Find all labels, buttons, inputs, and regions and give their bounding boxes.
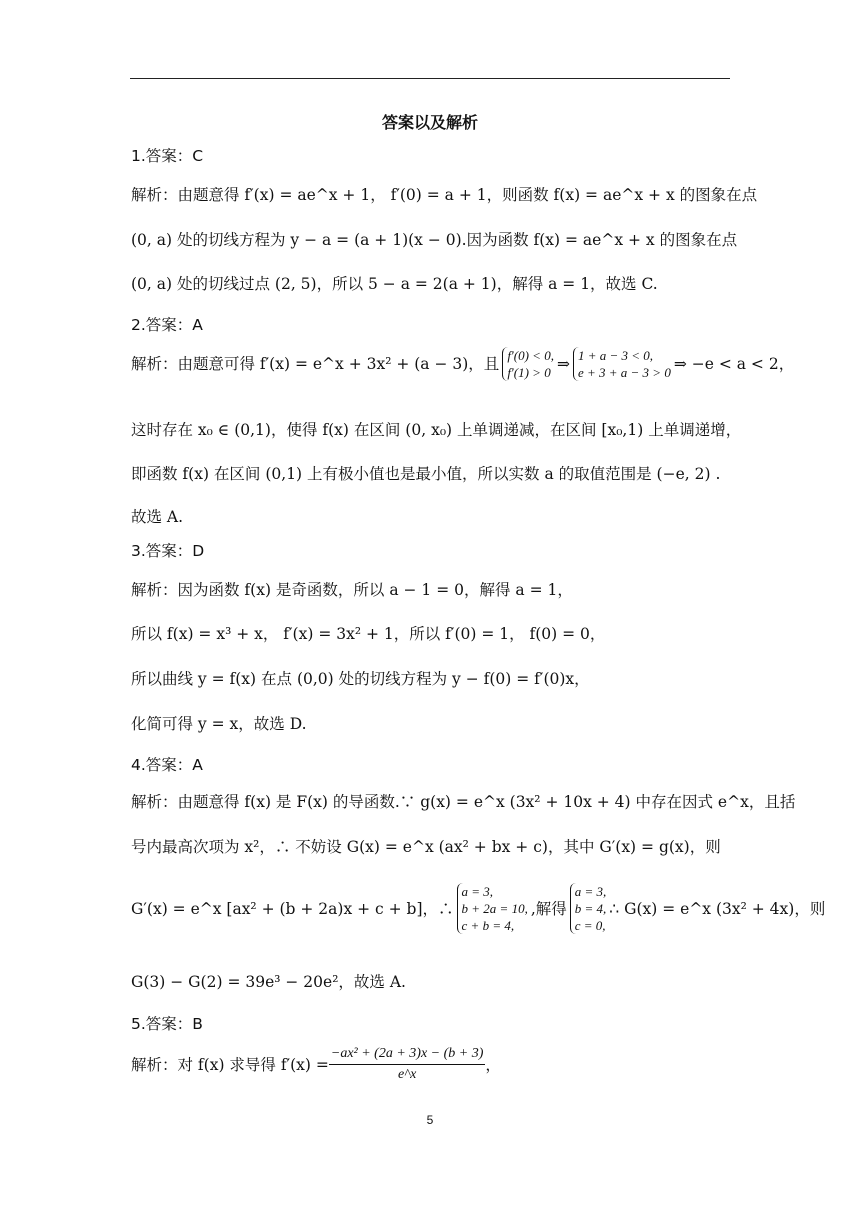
solution-4-line-1: 解析：由题意得 f(x) 是 F(x) 的导函数.∵ g(x) = e^x (3x² + 10x + 4) 中存在因式 e^x，且括 (131, 793, 796, 811)
solution-2-text: 解析：由题意可得 f′(x) = e^x + 3x² + (a − 3)，且 (131, 355, 500, 373)
system-row: f′(0) < 0, (507, 348, 554, 363)
system-row: e + 3 + a − 3 > 0 (577, 365, 671, 380)
solution-1-line-3: (0, a) 处的切线过点 (2, 5)，所以 5 − a = 2(a + 1)，解得 a = 1，故选 C. (131, 275, 658, 293)
answer-5-heading: 5.答案：B (131, 1015, 203, 1033)
fraction-numerator: −ax² + (2a + 3)x − (b + 3) (329, 1044, 486, 1065)
solution-1-line-1: 解析：由题意得 f′(x) = ae^x + 1， f′(0) = a + 1，则函数 f(x) = ae^x + x 的图象在点 (131, 186, 758, 204)
system-row: c + b = 4, (461, 918, 515, 933)
answer-4-heading: 4.答案：A (131, 756, 203, 774)
system-row: f′(1) > 0 (507, 365, 551, 380)
answer-3-heading: 3.答案：D (131, 542, 205, 560)
solution-5-line-1 (131, 1044, 501, 1085)
implies-symbol: ⇒ (556, 355, 570, 373)
inequality-system-2 (573, 347, 671, 381)
solution-4-line-2: 号内最高次项为 x²，∴ 不妨设 G(x) = e^x (ax² + bx + c)，其中 G′(x) = g(x)，则 (131, 838, 721, 856)
system-row: a = 3, (574, 884, 607, 899)
solution-4-result: ∴ G(x) = e^x (3x² + 4x)，则 (609, 899, 826, 918)
solution-2-line-1 (131, 347, 794, 381)
equation-system-1 (457, 883, 528, 934)
solve-label: ,解得 (530, 899, 567, 918)
system-row: c = 0, (574, 918, 606, 933)
solution-5-text: 解析：对 f(x) 求导得 f′(x) = (131, 1055, 329, 1074)
equation-system-2 (570, 883, 607, 934)
solution-3-line-3: 所以曲线 y = f(x) 在点 (0,0) 处的切线方程为 y − f(0) = f′(0)x， (131, 670, 590, 688)
solution-2-line-3: 即函数 f(x) 在区间 (0,1) 上有极小值也是最小值，所以实数 a 的取值范围是 (−e, 2) . (131, 465, 721, 483)
solution-3-line-4: 化简可得 y = x，故选 D. (131, 715, 307, 733)
solution-2-line-4: 故选 A. (131, 508, 184, 526)
system-row: b = 4, (574, 901, 607, 916)
trailing-comma: ， (485, 1055, 501, 1074)
header-rule (130, 78, 730, 79)
solution-2-result: ⇒ −e < a < 2， (673, 355, 795, 373)
solution-4-derivative: G′(x) = e^x [ax² + (b + 2a)x + c + b]，∴ (131, 899, 454, 918)
solution-1-line-2: (0, a) 处的切线方程为 y − a = (a + 1)(x − 0).因为函数 f(x) = ae^x + x 的图象在点 (131, 231, 738, 249)
derivative-fraction (329, 1044, 486, 1085)
solution-3-line-2: 所以 f(x) = x³ + x， f′(x) = 3x² + 1，所以 f′(0) = 1， f(0) = 0， (131, 625, 606, 643)
answer-1-heading: 1.答案：C (131, 147, 204, 165)
system-row: 1 + a − 3 < 0, (577, 348, 654, 363)
solution-4-line-4: G(3) − G(2) = 39e³ − 20e²，故选 A. (131, 973, 406, 991)
system-row: b + 2a = 10, (461, 901, 528, 916)
inequality-system-1 (502, 347, 554, 381)
answer-2-heading: 2.答案：A (131, 316, 203, 334)
system-row: a = 3, (461, 884, 494, 899)
page-number: 5 (426, 1113, 434, 1127)
page-title: 答案以及解析 (381, 113, 478, 132)
solution-4-line-3 (131, 883, 825, 934)
solution-2-line-2: 这时存在 x₀ ∈ (0,1)，使得 f(x) 在区间 (0, x₀) 上单调递减，在区间 [x₀,1) 上单调递增， (131, 421, 742, 439)
fraction-denominator: e^x (397, 1067, 417, 1082)
solution-3-line-1: 解析：因为函数 f(x) 是奇函数，所以 a − 1 = 0，解得 a = 1， (131, 581, 573, 599)
